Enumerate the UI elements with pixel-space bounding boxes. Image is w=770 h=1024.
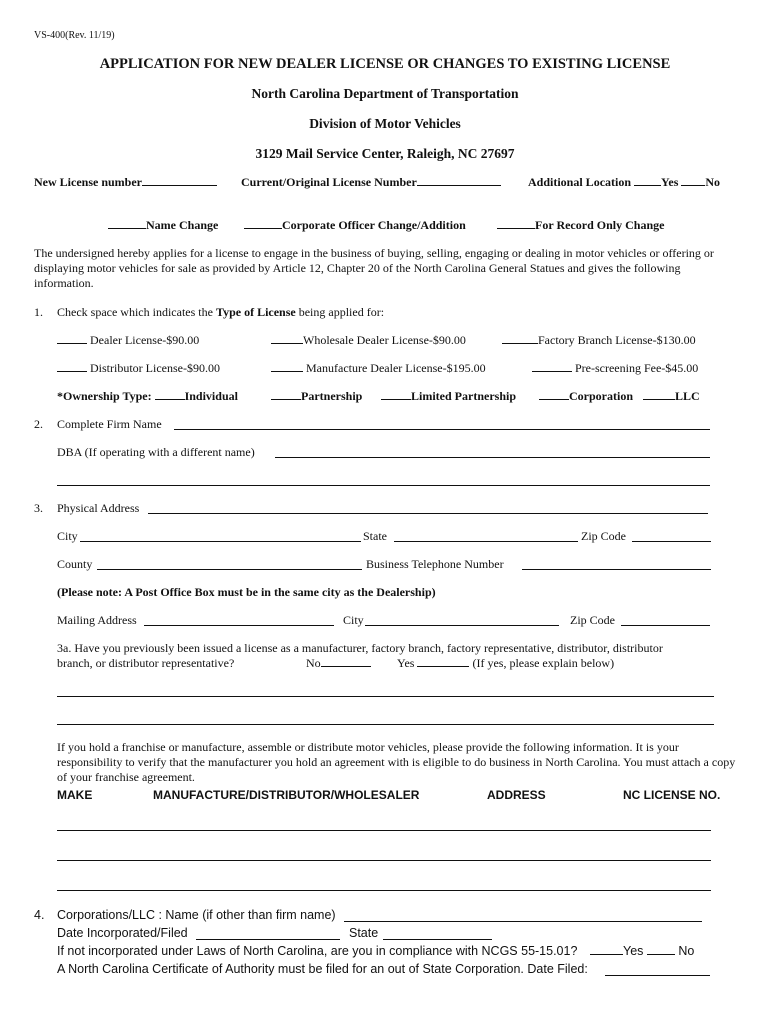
manufacture-dealer-label: Manufacture Dealer License-$195.00 [306, 361, 486, 375]
factory-branch-blank[interactable] [502, 333, 538, 344]
date-filed-line[interactable] [605, 975, 710, 976]
county-label: County [57, 557, 93, 571]
section3a-question-line2: branch, or distributor representative? [57, 656, 235, 670]
section3a-explain-line-2[interactable] [57, 724, 714, 725]
section3a-explain: (If yes, please explain below) [472, 656, 615, 670]
factory-branch-label: Factory Branch License-$130.00 [538, 333, 696, 347]
dba-label: DBA (If operating with a different name) [57, 445, 255, 459]
dba-line-2[interactable] [57, 485, 710, 486]
ownership-individual: Individual [184, 389, 238, 403]
record-only-option[interactable] [497, 218, 664, 233]
ownership-partnership-blank[interactable] [271, 389, 301, 400]
form-title: APPLICATION FOR NEW DEALER LICENSE OR CHANGES TO EXISTING LICENSE [99, 56, 671, 72]
compliance-options[interactable] [590, 944, 694, 958]
ownership-llc-option[interactable] [643, 389, 700, 404]
section3a-yes-label: Yes [397, 656, 415, 670]
firm-name-label: Complete Firm Name [57, 417, 162, 431]
city-label: City [57, 529, 78, 543]
agency-address: 3129 Mail Service Center, Raleigh, NC 27697 [255, 146, 515, 161]
dealer-license-option[interactable] [57, 333, 199, 348]
section3a-question-line1: 3a. Have you previously been issued a license as a manufacturer, factory branch, factory representative, distributor, distributor [57, 641, 663, 655]
new-license-label: New License number [34, 175, 142, 189]
date-incorporated-line[interactable] [196, 939, 340, 940]
state-incorporated-line[interactable] [383, 939, 492, 940]
ownership-lp-option[interactable] [381, 389, 516, 404]
compliance-yes-blank[interactable] [590, 944, 623, 955]
wholesale-license-blank[interactable] [271, 333, 303, 344]
corp-name-label: Corporations/LLC : Name (if other than firm name) [57, 908, 336, 922]
city-line[interactable] [80, 541, 361, 542]
additional-location-yes-blank[interactable] [634, 175, 661, 186]
new-license-blank[interactable] [142, 175, 217, 186]
section3a-no-label: No [306, 656, 321, 670]
additional-location-label: Additional Location [528, 175, 632, 189]
po-box-note: (Please note: A Post Office Box must be in the same city as the Dealership) [57, 585, 436, 599]
ownership-lp-blank[interactable] [381, 389, 411, 400]
section3a-no-blank[interactable] [321, 656, 371, 667]
ownership-llc: LLC [675, 389, 700, 403]
officer-change-label: Corporate Officer Change/Addition [282, 218, 466, 232]
new-license-field[interactable] [34, 175, 217, 190]
dealer-license-blank[interactable] [57, 333, 87, 344]
column-manufacturer: MANUFACTURE/DISTRIBUTOR/WHOLESALER [153, 788, 420, 802]
officer-change-option[interactable] [244, 218, 466, 233]
compliance-question: If not incorporated under Laws of North Carolina, are you in compliance with NCGS 55-15.01? [57, 944, 578, 958]
zip-line[interactable] [632, 541, 711, 542]
mail-zip-label: Zip Code [570, 613, 615, 627]
current-license-blank[interactable] [417, 175, 501, 186]
manufacture-dealer-blank[interactable] [271, 361, 303, 372]
business-phone-label: Business Telephone Number [366, 557, 504, 571]
ownership-corporation: Corporation [569, 389, 633, 403]
ownership-type-row [57, 389, 238, 404]
prescreening-option[interactable] [532, 361, 698, 376]
wholesale-license-option[interactable] [271, 333, 466, 348]
column-nc-license: NC LICENSE NO. [623, 788, 721, 802]
distributor-license-label: Distributor License-$90.00 [90, 361, 220, 375]
additional-location-no: No [705, 175, 721, 189]
franchise-line-3[interactable] [57, 890, 711, 891]
name-change-label: Name Change [146, 218, 219, 232]
ownership-partnership-option[interactable] [271, 389, 362, 404]
intro-paragraph: The undersigned hereby applies for a license to engage in the business of buying, selling, engaging or dealing in motor vehicles or offering or displaying motor vehicles for sale as provided by Article 12, Chapter 20 of the North Carolina General Statues and gives the following information. [34, 246, 714, 290]
prescreening-blank[interactable] [532, 361, 572, 372]
corp-name-line[interactable] [344, 921, 702, 922]
franchise-line-2[interactable] [57, 860, 711, 861]
section4-number: 4. [34, 908, 45, 922]
business-phone-line[interactable] [522, 569, 711, 570]
ownership-limited-partnership: Limited Partnership [411, 389, 516, 403]
state-line[interactable] [394, 541, 578, 542]
franchise-line-1[interactable] [57, 830, 711, 831]
name-change-option[interactable] [108, 218, 218, 233]
additional-location-yes: Yes [661, 175, 679, 189]
mail-zip-line[interactable] [621, 625, 710, 626]
record-only-label: For Record Only Change [535, 218, 665, 232]
record-only-blank[interactable] [497, 218, 535, 229]
section3a-yes-option[interactable] [397, 656, 614, 671]
date-incorporated-label: Date Incorporated/Filed [57, 926, 188, 940]
firm-name-line[interactable] [174, 429, 710, 430]
compliance-yes: Yes [623, 944, 644, 958]
physical-address-label: Physical Address [57, 501, 140, 515]
ownership-corporation-option[interactable] [539, 389, 633, 404]
compliance-no: No [678, 944, 695, 958]
distributor-license-blank[interactable] [57, 361, 87, 372]
mailing-address-line[interactable] [144, 625, 334, 626]
section1-number: 1. [34, 305, 43, 319]
current-license-label: Current/Original License Number [241, 175, 417, 189]
division-name: Division of Motor Vehicles [309, 116, 461, 131]
compliance-no-blank[interactable] [647, 944, 675, 955]
section3a-yes-blank[interactable] [417, 656, 469, 667]
zip-label: Zip Code [581, 529, 626, 543]
prescreening-label: Pre-screening Fee-$45.00 [575, 361, 699, 375]
state-incorporated-label: State [349, 926, 379, 940]
ownership-corporation-blank[interactable] [539, 389, 569, 400]
ownership-llc-blank[interactable] [643, 389, 675, 400]
mailing-address-label: Mailing Address [57, 613, 137, 627]
section2-number: 2. [34, 417, 43, 431]
mail-city-label: City [343, 613, 364, 627]
form-id: VS-400(Rev. 11/19) [34, 30, 115, 41]
additional-location-field[interactable] [528, 175, 720, 190]
ownership-individual-blank[interactable] [155, 389, 185, 400]
county-line[interactable] [97, 569, 362, 570]
ownership-partnership: Partnership [301, 389, 363, 403]
current-license-field[interactable] [241, 175, 501, 190]
officer-change-blank[interactable] [244, 218, 282, 229]
manufacture-dealer-option[interactable] [271, 361, 486, 376]
franchise-paragraph: If you hold a franchise or manufacture, assemble or distribute motor vehicles, please provide the following information. It is your responsibility to verify that the manufacturer you hold an agreement with is eligible to do business in North Carolina. You must attach a copy of your franchise agreement. [57, 740, 736, 784]
dba-line[interactable] [275, 457, 710, 458]
ownership-type-label: *Ownership Type: [57, 389, 152, 403]
state-label: State [363, 529, 387, 543]
authority-text: A North Carolina Certificate of Authority must be filed for an out of State Corporation. Date Filed: [57, 962, 588, 976]
dealer-license-label: Dealer License-$90.00 [90, 333, 200, 347]
section1-instruction: Check space which indicates the Type of License being applied for: [57, 305, 385, 319]
column-address: ADDRESS [487, 788, 546, 802]
wholesale-license-label: Wholesale Dealer License-$90.00 [303, 333, 466, 347]
section3a-explain-line-1[interactable] [57, 696, 714, 697]
additional-location-no-blank[interactable] [681, 175, 705, 186]
section3-number: 3. [34, 501, 43, 515]
physical-address-line[interactable] [148, 513, 708, 514]
section3a-no-option[interactable] [306, 656, 371, 671]
mail-city-line[interactable] [365, 625, 559, 626]
name-change-blank[interactable] [108, 218, 146, 229]
factory-branch-option[interactable] [502, 333, 696, 348]
agency-name: North Carolina Department of Transportation [251, 86, 519, 101]
column-make: MAKE [57, 788, 93, 802]
distributor-license-option[interactable] [57, 361, 220, 376]
